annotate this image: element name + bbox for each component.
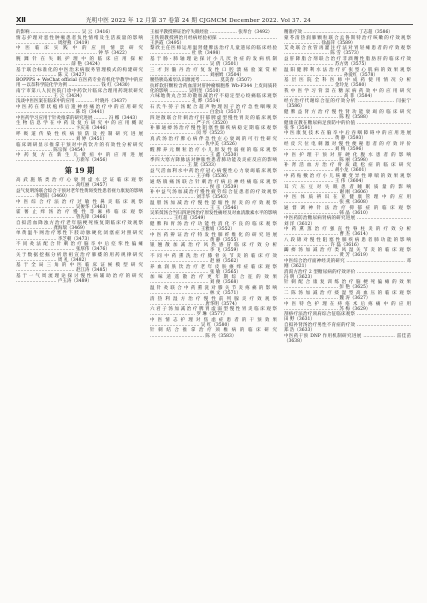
toc-entry[interactable]: 中医药学习应用于针灸推拿的研究进展 ……… 冯 娜（3443） [16,115,140,121]
contents-list [16,178,143,284]
toc-entry[interactable]: 石氏牛蒡子汤配合超声物理因子治疗急性咽喉炎 ………………………………… 白金山（3517） [150,105,277,116]
toc-entry[interactable]: 中医综合治疗面神经炎的研究 ………………………………… 邓 刚（3621） [284,259,411,270]
toc-entry[interactable]: 王铁锁教授辨治月经病经验初探 ………………………………… 王洪霞（3495） [150,35,277,46]
toc-entry[interactable]: 关于数据挖掘分析唐祖宣治疗肺痿的用药规律研究 ……………………… 周 礼（3482） [16,252,143,263]
toc-entry[interactable]: 清热利湿方治疗慢性前列腺炎疗效观察 ……………………………… 唐华明（3574） [150,296,277,307]
toc-entry[interactable]: 补肺通痹汤治疗慢性阻塞性肺疾病稳定期临床观察 ………………………… 闵 琴（3523） [150,126,277,137]
page-header [16,10,413,24]
toc-entry[interactable]: 呼吸道传染性疾病预防及控制研究进展 ………………………………… 刘 婷（3451） [16,131,143,142]
toc-entry[interactable]: 南宁市第八人民医院门诊中药饮片临床合理用药现状研究 …………………… 王 云（3434） [16,88,143,99]
toc-entry[interactable]: 益气复明汤联合综合干预对老年性黄斑变性患者视力康复的影响 ………… 李昭阳（3460） [16,188,143,199]
toc-entry[interactable]: 中医药干预 DNP 作用机制研究进展 ………………… 雷佳苗（3638） [284,333,411,344]
toc-entry[interactable]: 健康宣教在糖尿病足预防中的价值 ……………………………… 张 华（3591） [284,120,411,131]
toc-entry[interactable]: 生物信息学在中药及复方研究中的应用概况 ………………………………… 卞庆来（3446） [16,121,143,132]
toc-entry[interactable]: 中医康复技术在脑卒中后吞咽障碍中的应用进展 …………………………… 黄 静（3593） [284,131,411,142]
toc-entry[interactable]: 的影响 …………………………… 吴 云（3416） [16,30,113,35]
toc-entry[interactable]: 基于全局三角的中医临床证候模型研究 ………………………………… 赵江涛（3485） [16,263,143,274]
toc-entry[interactable]: 中医药防治糖尿病肾病的研究进展 ……………………………… 刘 洋（3612） [284,216,411,227]
toc-entry[interactable]: 临床调研显示推拿干预对中药饮片的有效性分析研究 …………………… 陈宗保（3454） [16,142,143,153]
toc-entry[interactable]: 中药贴敷治疗小儿咳嗽变异性哮喘的效果观察 …………………………… 王 伟（3604） [284,173,411,184]
toc-entry[interactable]: 中医护理干预对肝硬化腹水患者的影响 ……………………………… 陈 丽（3598） [284,152,411,163]
toc-entry[interactable]: 腰热胰岛素泵认识源流考 ………… 莫美春（3507） [150,78,255,84]
toc-entry[interactable]: 消渴方治疗 2 型糖尿病的疗效评价 ……………………………… 冯 明（3623） [284,269,411,280]
toc-entry[interactable]: 蒙苓清热润肺颗粒联合孟鲁斯特治疗咳嗽的疗效观察 …………………… 徐晶萍（3589） [284,35,411,46]
toc-entry[interactable]: 自拟补肾汤治疗男性不育症的疗效 ……………………………… 郑 浩（3633） [284,322,411,333]
toc-entry[interactable]: 四逆散联合针刺治疗肝郁脾虚型慢性胃炎的临床观察 ………………………… 严子兴（3520） [150,115,277,126]
toc-entry[interactable]: 高武施筋类治疗心衰肾虚水泛证临床观察 ………………………………… 高红丽（3457） [16,178,143,189]
toc-entry[interactable]: 通督调神针法治疗抑郁症的临床观察 ……………………………… 韩 晶（3610） [284,205,411,216]
toc-entry[interactable]: 不同灸法配合针刺治疗脑卒中后痉挛性偏瘫 ………………………………… 张厚伟（3476） [16,242,143,253]
toc-entry[interactable]: 蠲痹汤加减治疗类风湿关节炎的临床观察 ……………………………… 黄 芳（3619） [284,248,411,259]
contents-column-left [16,30,143,285]
toc-entry[interactable]: 耳穴压豆对失眠患者睡眠质量的影响 ……………………………… 谢 刚（3606） [284,184,411,195]
toc-entry[interactable]: 温针灸联合中药熏洗对膝关节炎疼痛的影响 ………………………………… 林 文（3571） [150,285,277,296]
toc-entry[interactable]: 浅谈中医医案在临床中的应用 ………… 叶晓丹（3437） [16,99,130,105]
toc-entry[interactable]: 自拟活血降浊方治疗老年脑梗死恢复期临床疗效观察 …………………… 龚海瑞（3469） [16,220,143,231]
toc-entry[interactable]: 温阳健脾利水法治疗扩张型心肌病的效果观察 ………………………………… 孙爱红（3578） [284,67,411,78]
toc-entry[interactable]: 六味地黄丸合异功散加减治疗不稳定型心绞痛临床观察 ……………………… 孔 晔（3514） [150,94,277,105]
toc-entry[interactable]: 王福平教授辨证治疗失眠经验 ……………… 张奉台（3492） [150,30,273,35]
toc-entry[interactable]: 霍薯止痒汤治疗慢性荨麻疹临床观察 ………………………………… 曾先锋（3466） [16,210,143,221]
toc-entry[interactable]: 益肝降脂合剂联合治疗非酒精性脂肪肝的临床疗效 …………………………… 苏方勇（3575） [284,56,411,67]
toc-entry[interactable]: 基于联合标准化的中医治未病服务管理模式的构建研究 ……………………… 陈 义（3427） [16,67,143,78]
toc-entry[interactable]: 中医体质辨识在亚健康管理中的应用 ……………………………… 张 燕（3608） [284,195,411,206]
toc-entry[interactable]: 中医药在带状疱疹后遗神经痛治疗中的应用研究 ………………………………… 陈 均（3441） [16,105,143,116]
toc-entry[interactable]: 不同中药熏洗治疗膝骨关节炎的临床疗效 ………………………………… 赵 丽（3562） [150,254,277,265]
toc-entry[interactable]: 经方治疗代谢综合征的疗效分析 …………………… 闫振宁（3586） [284,99,411,110]
toc-entry[interactable]: 黎欣主任医师运用温肾健脾法治疗儿童遗尿的临床经验 ……………………… 杜 欣（3498） [150,46,277,57]
journal-running-title: 光明中医 2022 年 12 月第 37 卷第 24 期 CJGMCM December 2022. Vol 37. 24 [85,18,312,24]
toc-entry[interactable]: 益气活血利水中药治疗冠心病慢性心力衰竭临床观察 ………………………… 王子峰（3536） [150,168,277,179]
contents-list [16,30,143,163]
toc-entry[interactable]: 季四大寒方降脉法对肿胀性患者肺功能及炎症反应的影响 …………………… 王 黛（3533） [150,158,277,169]
toc-entry[interactable]: 养血润肤饮治疗老年皮肤瘙痒症临床观察 ………………………………… 张 敏（3565） [150,264,277,275]
toc-entry[interactable]: 经皮穴位电刺激对慢性便秘患者的疗效评价 …………………………… 刘 梅（3596） [284,142,411,153]
toc-entry[interactable]: BOPPPS + WeChat official 在医药专业有机化学教学中的应用 —以奈科学院化学为例 ………………… 钱 红（3430） [16,78,143,89]
toc-entry[interactable]: 腕踝针在失眠护理中的临床应用探析 ……………………………… 薛 艳（3424） [16,56,143,67]
page-number: Ⅻ [16,16,26,24]
toc-entry[interactable]: 艾灸联合食管再灌注疗法对胃轻瘫患者的疗效观察 ………………………… 陈 雪（3573） [284,46,411,57]
toc-entry[interactable]: 健脾和胃汤治疗功能性消化不良的临床观察 …………………………… 王雅娟（3552） [150,222,277,233]
toc-entry[interactable]: 情志护理对恶性肿瘤患者负性情绪及生活质量的影响 ……………………… 周舒燕（3419） [16,35,143,46]
toc-entry[interactable]: 健脾益肾方治疗慢性肾功能衰竭的临床研究 ……………………………… 陈 程（3588） [284,110,411,121]
toc-entry[interactable]: 针刺配合康复训练治疗脑梗死偏瘫的效果 ……………………………… 彭 艳（3625） [284,280,411,291]
toc-entry[interactable]: 针刺结合推拿治疗颈椎病的临床研究 ……………………………… 陈 亮（3583） [150,328,277,339]
toc-entry[interactable]: 刮痧疗法治疗颈肩综合征临床观察 ……………………………… 田 野（3631） [284,312,411,323]
toc-entry[interactable]: 通络镇痛汤联合针刺治疗病后神经痛临床观察 ………………………………… 侯 彦（3539） [150,179,277,190]
toc-entry[interactable]: 中药复方在新生儿黄疸中的应用进展 ………………………………… 万新军（3456） [16,153,143,164]
toc-entry[interactable]: 中医特色护理在痔疮术后疼痛中的应用 ……………………………… 苏 梅（3629） [284,301,411,312]
toc-entry[interactable]: 二陈汤加减治疗痰湿型高血压的临床观察 ……………………………… 魏 涛（3627） [284,290,411,302]
toc-entry[interactable]: 加味逍遥散治疗更年期综合征的效果 ………………………………… 刘 俊（3568） [150,275,277,286]
toc-entry[interactable]: 单黄温牛网治疗寒性下肢动脉硬化闭塞症对照研究 ……………………… 李芝朝（3473） [16,231,143,242]
toc-entry[interactable]: 基层医院全科医师中成药使用情况分析 …………………………… 金玲龙（3580） [284,78,411,89]
toc-entry[interactable]: 中医临床实践中的应用情景研究 ……………………………………………… 钟 华（3422） [16,46,143,57]
contents-column-middle [150,30,277,339]
toc-entry[interactable]: 吴茱萸汤合当归四逆汤治疗原发性痛经及对血清激素水平的影响 …………… 王红超（3549） [150,211,277,222]
issue-heading: 第 19 期 [64,166,95,176]
toc-entry[interactable]: 基于一气周流理论探讨慢性病辅助治疗的研究 ……………………… 卢玉涛（3489） [16,274,143,285]
toc-entry[interactable]: 中医药辨证治疗特发性肺纤维化的研究进展 ………………………………… 黄 静（3555） [150,232,277,243]
toc-entry[interactable]: 三才封髓丹治疗复发性口腔溃疡验案赏析 ………………………………… 刘丽姆（3504） [150,67,277,78]
toc-entry[interactable]: 八段锦对慢性阻塞性肺疾病患者肺功能的影响 ………………………… 许 磊（3616） [284,237,411,248]
toc-entry[interactable]: 中医综合疗法治疗过敏性鼻炎临床观察 ………………………………… 吴俊华（3463） [16,199,143,210]
toc-entry[interactable]: 醒脾养元颗粒治疗小儿原发性弱视的临床观察 ………………………………… 王 鑫（3530） [150,147,277,158]
toc-entry[interactable]: 基于肠-肺轴理论探讨小儿厌食症的发病机制 ………………………………… 吴 倩（3501） [150,56,277,67]
toc-entry[interactable]: 补中益气汤加减治疗慢性疲劳综合征患者的疗效观察 ………………………… 刘丰华（3543） [150,190,277,201]
contents-column-right [284,30,411,344]
toc-entry[interactable]: 抗纤软肝颗粒含药血清对肝肿瘤细胞系 Wb-F344 上皮间质转化的影响 ………… 吴明奎（3510） [150,83,277,94]
toc-entry[interactable]: 中医情志护理对焦虑症患者的干预效果 …………………………… 吴 红（3580） [150,317,277,328]
toc-entry[interactable]: 银翘散加减治疗风热感冒临床疗效分析 ………………………………… 李 飞（3559） [150,243,277,254]
toc-entry[interactable]: 温胆汤加减治疗慢性萎缩性胃炎的疗效观察 ………………………………… 王 玉（3546） [150,200,277,211]
toc-entry[interactable]: 我中医学习背景在糖尿病药效中的应用研究 ………………………………… 高 菲（3584） [284,88,411,99]
toc-entry[interactable]: 中药熏蒸治疗强直性脊柱炎的疗效分析 ……………………………… 曹 杰（3614） [284,227,411,238]
toc-entry[interactable]: 真武汤治疗脾心病伴急性左心衰竭的可行性研究 ……………………………… 仇中美（3526） [150,136,277,147]
toc-entry[interactable]: 补肾活血方治疗骨质疏松症的临床研究 …………………………… 胡小龙（3601） [284,163,411,174]
header-rule [16,24,413,25]
toc-entry[interactable]: 精准疗效 ……………………………… 丁志超（3586） [284,30,393,35]
toc-entry[interactable]: 六君子汤加减治疗脾胃虚弱型慢性胃炎临床观察 ………………………… 罗 琳（3577） [150,307,277,318]
